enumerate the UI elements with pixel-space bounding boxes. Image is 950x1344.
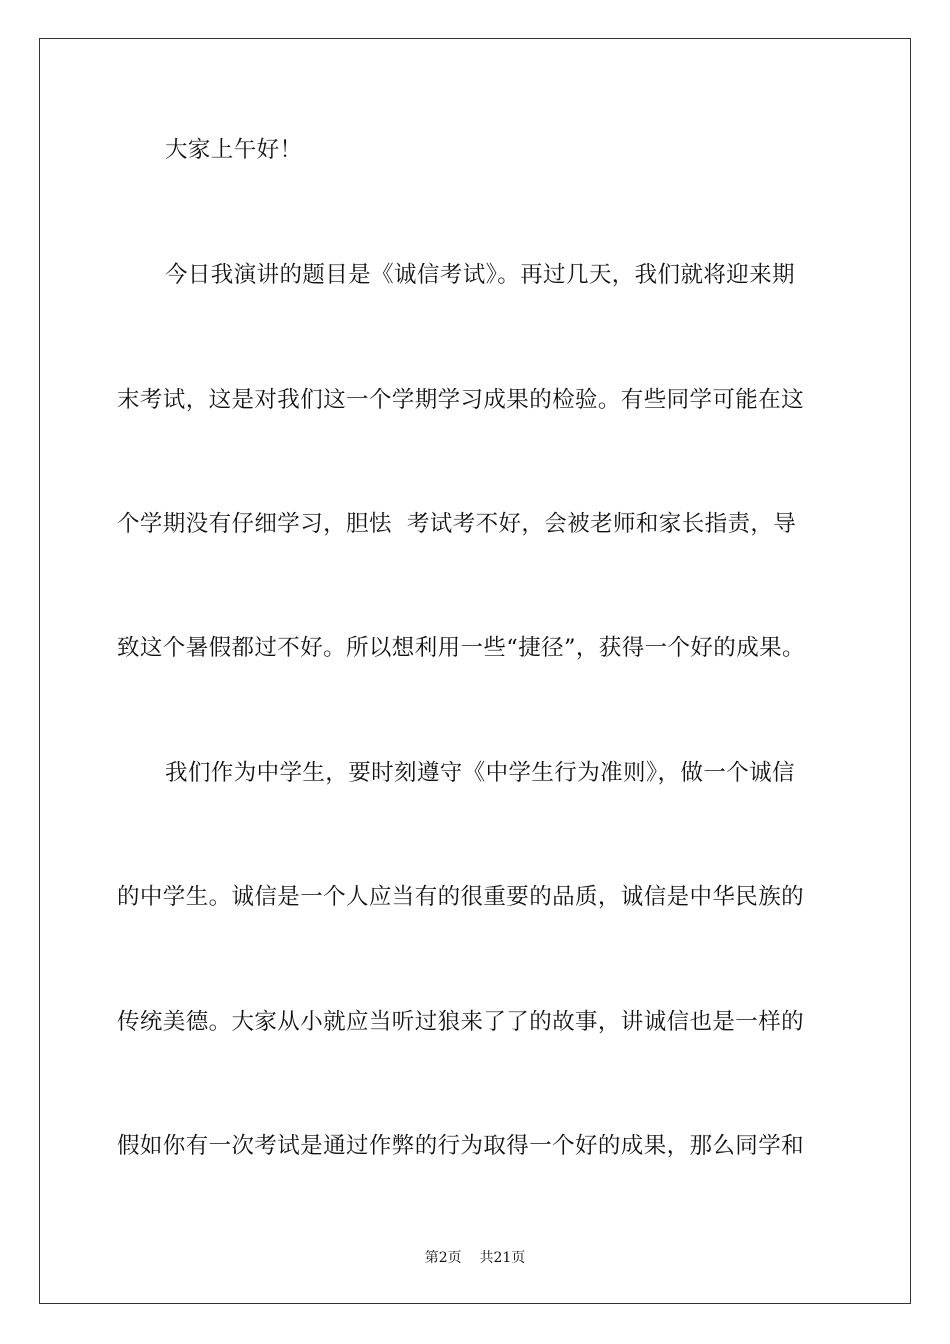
paragraph-line: 传统美德。大家从小就应当听过狼来了了的故事，讲诚信也是一样的	[117, 1009, 805, 1035]
paragraph-line: 个学期没有仔细学习，胆怯 考试考不好，会被老师和家长指责，导	[117, 511, 797, 537]
paragraph-line: 我们作为中学生，要时刻遵守《中学生行为准则》，做一个诚信	[165, 760, 795, 786]
paragraph-line: 末考试，这是对我们这一个学期学习成果的检验。有些同学可能在这	[117, 387, 805, 413]
paragraph-line: 致这个暑假都过不好。所以想利用一些“捷径”，获得一个好的成果。	[117, 635, 805, 661]
paragraph-line: 今日我演讲的题目是《诚信考试》。再过几天，我们就将迎来期	[165, 262, 795, 288]
page-border	[39, 38, 911, 1304]
paragraph-line: 的中学生。诚信是一个人应当有的很重要的品质，诚信是中华民族的	[117, 884, 805, 910]
paragraph-line: 假如你有一次考试是通过作弊的行为取得一个好的成果，那么同学和	[117, 1133, 805, 1159]
page-number-footer: 第2页 共21页	[424, 1250, 526, 1266]
greeting-line: 大家上午好！	[165, 137, 303, 163]
